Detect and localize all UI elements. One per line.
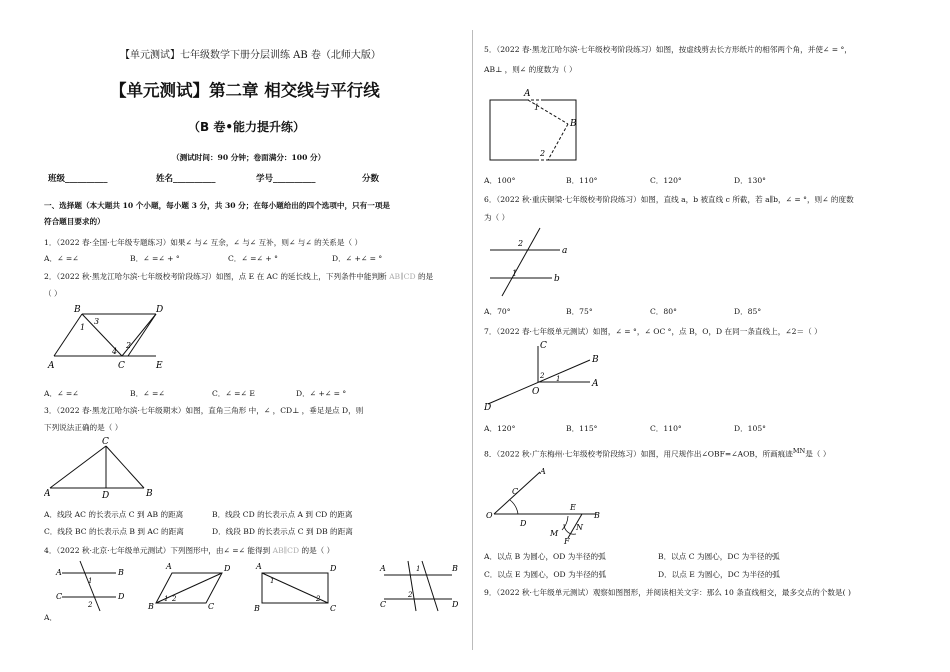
q8-label-n: N [576, 523, 583, 532]
right-column [480, 0, 920, 672]
q4-text: 4．（2022 秋·北京·七年级单元测试）下列图形中，由∠ =∠ 能得到 AB∥CD 的是（ ） [44, 546, 335, 555]
q3-option-c[interactable]: C．线段 BC 的长表示点 B 到 AC 的距离 [44, 527, 184, 536]
q6-text-cont: 为（ ） [484, 213, 510, 222]
q2-label-d: D [156, 305, 164, 315]
field-class: 班级__________ [48, 174, 108, 184]
q5-option-b[interactable]: B．110° [566, 176, 598, 185]
q3-option-b[interactable]: B．线段 CD 的长表示点 A 到 CD 的距离 [212, 510, 353, 519]
q4d-label-c: C [380, 600, 387, 609]
q2-paren: （ ） [44, 289, 62, 298]
q4c-label-a: A [256, 562, 262, 571]
q8-label-c: C [512, 487, 519, 496]
q3-text: 3．（2022 春·黑龙江哈尔滨·七年级期末）如图，直角三角形 中，∠ ，CD⊥ ，垂足是点 D，则 [44, 406, 364, 415]
q8-mn: MN [792, 447, 806, 455]
q4b-angle-2: 2 [172, 595, 177, 603]
field-number: 学号__________ [256, 174, 316, 184]
q4d-label-a: A [380, 564, 386, 573]
q7-angle-2: 2 [540, 372, 545, 380]
q6-angle-1: 1 [512, 269, 518, 278]
q2-label-a: A [48, 361, 55, 371]
q4-figure-c [253, 562, 337, 613]
q8-label-e: E [570, 503, 576, 512]
q2-text: 2．（2022 秋·黑龙江哈尔滨·七年级校考阶段练习）如图，点 E 在 AC 的延长线上，下列条件中能判断 AB∥CD 的是 [44, 272, 434, 281]
q3-text-cont: 下列说法正确的是（ ） [44, 423, 123, 432]
series-header: 【单元测试】七年级数学下册分层训练 AB 卷（北师大版） [120, 50, 381, 61]
left-column [40, 0, 470, 672]
q4-figure-d [379, 561, 459, 611]
q7-label-d: D [484, 403, 492, 412]
q6-option-a[interactable]: A．70° [484, 307, 511, 316]
q5-angle-2: 2 [540, 149, 546, 158]
q8-figure [484, 464, 614, 544]
q2-option-a[interactable]: A．∠ =∠ [44, 389, 79, 398]
q4a-angle-2: 2 [88, 601, 93, 609]
q3-figure [44, 436, 164, 500]
q5-text: 5．（2022 春·黑龙江哈尔滨·七年级校考阶段练习）如图，按虚线剪去长方形纸片的相邻两个角，并使∠ = °， [484, 45, 852, 54]
q4a-label-b: B [118, 568, 124, 577]
q1-option-b[interactable]: B．∠ =∠ + ° [130, 254, 180, 263]
q4c-label-b: B [254, 604, 260, 613]
q3-label-d: D [102, 491, 110, 500]
q4d-angle-2: 2 [408, 591, 413, 599]
q6-option-c[interactable]: C．80° [650, 307, 677, 316]
q4c-label-d: D [330, 564, 337, 573]
q7-text: 7．（2022 春·七年级单元测试）如图，∠ = °，∠ OC °，点 B，O，D 在同一条直线上，∠2＝（ ） [484, 327, 822, 336]
q4d-angle-1: 1 [416, 565, 421, 573]
page-title: 【单元测试】第二章 相交线与平行线 [110, 81, 380, 100]
q2-figure [44, 300, 184, 372]
field-name: 姓名__________ [156, 174, 216, 184]
q6-angle-2: 2 [518, 239, 524, 248]
section-title-cont: 符合题目要求的） [44, 217, 105, 226]
q1-option-c[interactable]: C．∠ =∠ + ° [228, 254, 278, 263]
q5-figure [484, 84, 594, 168]
q2-label-c: C [118, 361, 125, 371]
q4a-label-c: C [56, 592, 63, 601]
q4b-label-b: B [148, 602, 154, 611]
q2-option-c[interactable]: C．∠ =∠ E [212, 389, 255, 398]
q3-label-a: A [44, 489, 51, 499]
q4-figure-b [147, 562, 231, 611]
q5-label-b: B [570, 119, 577, 129]
q2-label-e: E [156, 361, 163, 371]
q5-label-a: A [524, 89, 531, 99]
q6-option-d[interactable]: D．85° [734, 307, 762, 316]
q5-option-d[interactable]: D．130° [734, 176, 766, 185]
q5-option-c[interactable]: C．120° [650, 176, 682, 185]
q7-figure [484, 338, 614, 412]
q4c-angle-1: 1 [270, 577, 275, 585]
q5-text-cont: AB⊥ ，则∠ 的度数为（ ） [484, 65, 577, 74]
q4d-label-d: D [452, 600, 459, 609]
q2-angle-4: 4 [112, 347, 118, 356]
q8-label-b: B [594, 511, 600, 520]
q4-figures [44, 557, 468, 613]
q3-label-c: C [102, 437, 109, 447]
q7-option-a[interactable]: A．120° [484, 424, 516, 433]
q6-option-b[interactable]: B．75° [566, 307, 593, 316]
q2-angle-3: 3 [94, 317, 100, 326]
q1-option-d[interactable]: D．∠ +∠ = ° [332, 254, 383, 263]
q4b-label-d: D [224, 564, 231, 573]
q5-angle-1: 1 [534, 103, 540, 112]
test-meta: （测试时间：90 分钟；卷面满分：100 分） [172, 153, 326, 162]
q7-label-a: A [592, 379, 599, 389]
q4a-label-d: D [118, 592, 125, 601]
q7-angle-1: 1 [556, 375, 561, 383]
q4c-label-c: C [330, 604, 337, 613]
q4b-angle-1: 1 [164, 595, 169, 603]
q3-option-a[interactable]: A．线段 AC 的长表示点 C 到 AB 的距离 [44, 510, 184, 519]
q1-text: 1．（2022 春·全国·七年级专题练习）如果∠ 与∠ 互余，∠ 与∠ 互补，则∠ 与∠ 的关系是（ ） [44, 238, 363, 247]
q2-option-d[interactable]: D．∠ +∠ = ° [296, 389, 347, 398]
q4b-label-a: A [166, 562, 172, 571]
q4b-label-c: C [208, 602, 215, 611]
q2-label-b: B [74, 305, 81, 315]
q6-label-b: b [554, 274, 560, 284]
q7-option-d[interactable]: D．105° [734, 424, 766, 433]
q4c-angle-2: 2 [316, 595, 321, 603]
q8-label-o: O [486, 511, 493, 520]
q2-angle-2: 2 [126, 341, 132, 350]
q6-text: 6．（2022 秋·重庆铜梁·七年级校考阶段练习）如图，直线 a，b 被直线 c 所截，若 a∥b，∠ = °，则∠ 的度数 [484, 195, 854, 204]
q7-label-c: C [540, 341, 547, 351]
q3-option-d[interactable]: D．线段 BD 的长表示点 C 到 DB 的距离 [212, 527, 353, 536]
q8-label-d: D [520, 519, 527, 528]
q8-option-d[interactable]: D．以点 E 为圆心，DC 为半径的弧 [658, 570, 780, 579]
q3-label-b: B [146, 489, 153, 499]
q4d-label-b: B [452, 564, 458, 573]
q7-label-o: O [532, 387, 540, 397]
q8-label-f: F [564, 537, 570, 544]
q8-text: 8．（2022 秋·广东梅州·七年级校考阶段练习）如图，用尺规作出∠OBF=∠AOB，所画痕迹$^{MN}$是（ ） [484, 447, 831, 459]
field-score: 分数 [362, 174, 380, 184]
q2-option-b[interactable]: B．∠ =∠ [130, 389, 165, 398]
section-title: 一、选择题（本大题共 10 个小题，每小题 3 分，共 30 分；在每小题给出的四个选项中，只有一项是 [44, 201, 391, 210]
q6-figure [484, 224, 584, 300]
q4-option-a[interactable]: A． [44, 613, 58, 622]
column-divider [472, 30, 473, 650]
q4a-label-a: A [56, 568, 62, 577]
q8-label-m: M [550, 529, 559, 538]
q8-label-a: A [540, 467, 546, 476]
q5-option-a[interactable]: A．100° [484, 176, 516, 185]
q1-option-a[interactable]: A．∠ =∠ [44, 254, 79, 263]
q4-figure-a [55, 561, 125, 611]
q8-option-b[interactable]: B．以点 C 为圆心，DC 为半径的弧 [658, 552, 780, 561]
q9-text: 9．（2022 秋·七年级单元测试）观察如图图形，并阅读相关文字：那么 10 条直线相交，最多交点的个数是( ) [484, 588, 851, 597]
q6-label-a: a [562, 246, 568, 256]
q4a-angle-1: 1 [88, 577, 93, 585]
q7-option-c[interactable]: C．110° [650, 424, 682, 433]
q2-angle-1: 1 [80, 323, 86, 332]
page-subtitle: （B 卷•能力提升练） [188, 120, 305, 134]
q8-option-a[interactable]: A．以点 B 为圆心，OD 为半径的弧 [484, 552, 606, 561]
q7-label-b: B [592, 355, 599, 365]
q8-option-c[interactable]: C．以点 E 为圆心，OD 为半径的弧 [484, 570, 607, 579]
q7-option-b[interactable]: B．115° [566, 424, 598, 433]
